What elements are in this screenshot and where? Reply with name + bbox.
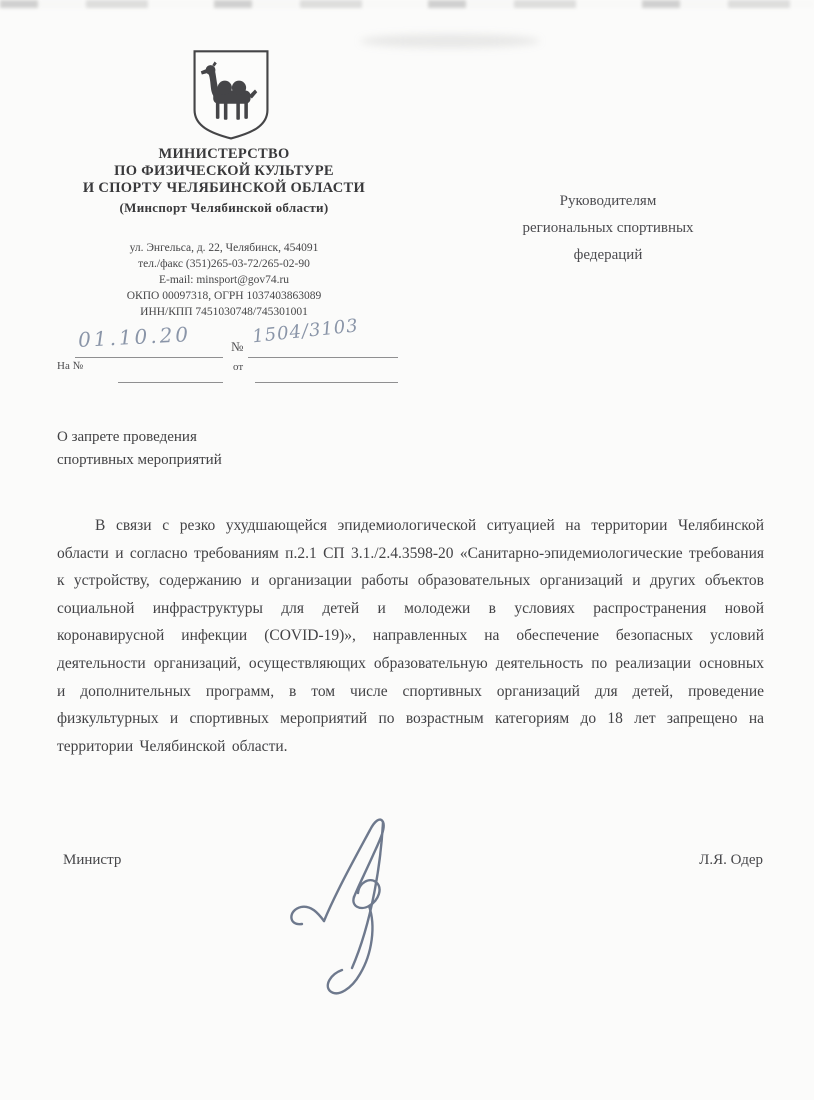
reply-date-underline xyxy=(255,382,398,383)
number-underline xyxy=(248,357,398,358)
handwritten-date: 01.10.20 xyxy=(77,322,192,352)
handwritten-signature-autograph xyxy=(278,772,423,1012)
subject-block xyxy=(57,426,397,472)
recipient-line: федераций xyxy=(573,247,643,263)
ministry-line: МИНИСТЕРСТВО xyxy=(158,146,290,162)
phone-line: тел./факс (351)265-03-72/265-02-90 xyxy=(138,258,310,270)
reply-to-label: На № xyxy=(57,360,84,372)
signer-name: Л.Я. Одер xyxy=(699,852,763,868)
handwritten-outgoing-number: 1504/3103 xyxy=(251,315,360,348)
ministry-line: И СПОРТУ ЧЕЛЯБИНСКОЙ ОБЛАСТИ xyxy=(82,180,366,196)
from-label: от xyxy=(233,361,244,373)
inn-kpp-line: ИНН/КПП 7451030748/745301001 xyxy=(140,306,308,318)
ministry-short-name: (Минспорт Челябинской области) xyxy=(119,200,329,215)
recipient-line: региональных спортивных xyxy=(522,220,694,236)
date-underline xyxy=(75,357,223,358)
scan-smudge-artifact xyxy=(360,34,540,48)
subject-line: О запрете проведения xyxy=(57,429,197,445)
signer-title: Министр xyxy=(63,852,122,868)
letter-body-paragraph: В связи с резко ухудшающейся эпидемиологической ситуацией на территории Челябинской области и согласно требованиям п.2.1 СП 3.1./2.4.3598-20 «Санитарно-эпидемиологические требования к устройству, содержанию и организации работы образовательных организаций и других объектов социальной инфраструктуры для детей и молодежи в условиях распространения новой коронавирусной инфекции (COVID-19)», направленных на обеспечение безопасных условий деятельности организаций, осуществляющих образовательную деятельность по реализации основных и дополнительных программ, в том числе спортивных организаций для детей, проведение физкультурных и спортивных мероприятий по возрастным категориям до 18 лет запрещено на территории Челябинской области. xyxy=(57,517,764,755)
coat-of-arms-chelyabinsk-camel-icon xyxy=(186,46,276,142)
letterhead-ministry-name xyxy=(28,146,420,216)
letterhead-contact-block xyxy=(28,240,420,320)
recipient-line: Руководителям xyxy=(559,193,657,209)
email-line: E-mail: minsport@gov74.ru xyxy=(158,274,290,286)
recipient-block xyxy=(468,188,748,269)
scan-edge-artifact xyxy=(0,0,814,8)
reply-number-underline xyxy=(118,382,223,383)
address-line: ул. Энгельса, д. 22, Челябинск, 454091 xyxy=(129,242,319,254)
ministry-line: ПО ФИЗИЧЕСКОЙ КУЛЬТУРЕ xyxy=(114,163,334,179)
subject-line: спортивных мероприятий xyxy=(57,452,222,468)
okpo-ogrn-line: ОКПО 00097318, ОГРН 1037403863089 xyxy=(126,290,322,302)
number-sign-label: № xyxy=(231,339,244,354)
